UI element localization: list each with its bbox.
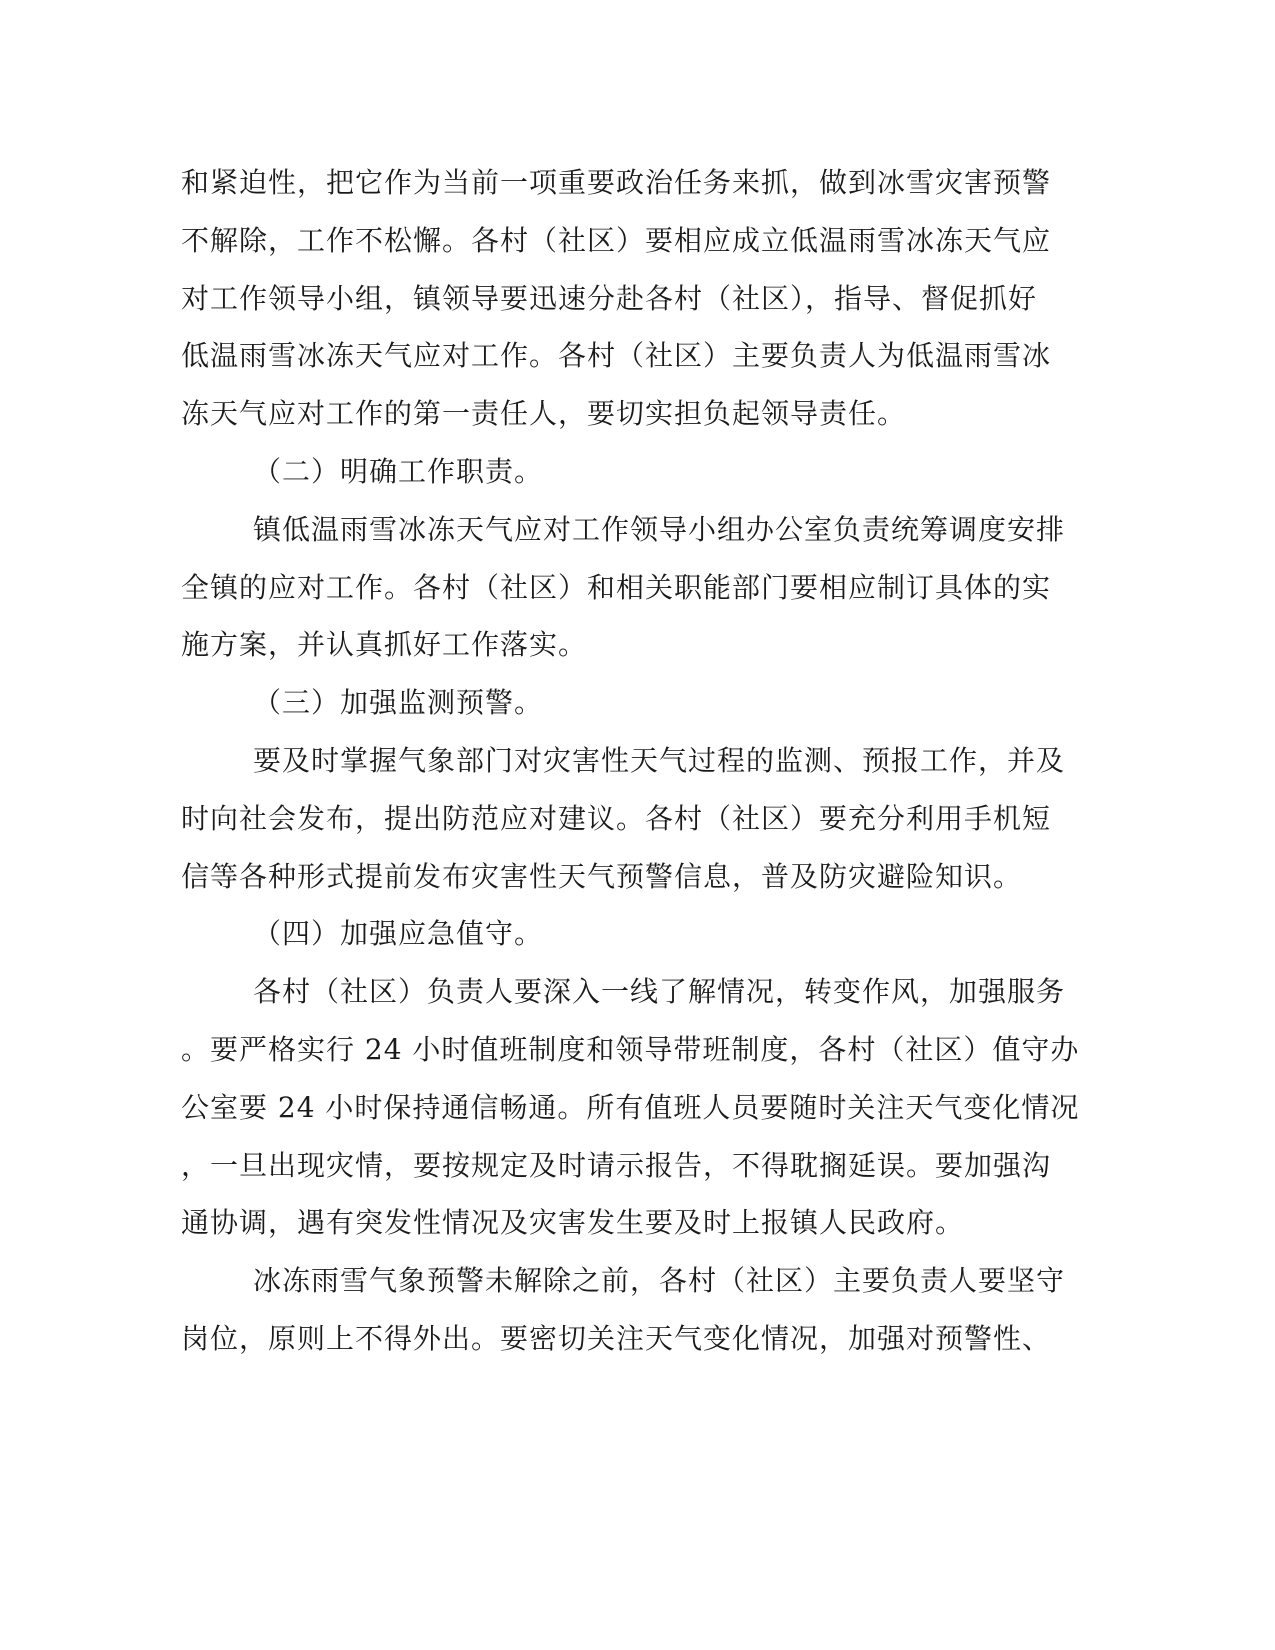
paragraph-start-line: 要及时掌握气象部门对灾害性天气过程的监测、预报工作，并及 <box>253 743 1066 777</box>
document-body <box>181 154 1080 1368</box>
text-line: 时向社会发布，提出防范应对建议。各村（社区）要充分利用手机短 <box>181 801 1052 835</box>
text-line: 公室要 24 小时保持通信畅通。所有值班人员要随时关注天气变化情况 <box>181 1090 1080 1124</box>
paragraph-start-line: 镇低温雨雪冰冻天气应对工作领导小组办公室负责统筹调度安排 <box>253 512 1066 546</box>
text-line: ，一旦出现灾情，要按规定及时请示报告，不得耽搁延误。要加强沟 <box>181 1148 1052 1182</box>
text-line: 岗位，原则上不得外出。要密切关注天气变化情况，加强对预警性、 <box>181 1321 1052 1355</box>
paragraph-start-line: 冰冻雨雪气象预警未解除之前，各村（社区）主要负责人要坚守 <box>253 1264 1066 1298</box>
text-line: 信等各种形式提前发布灾害性天气预警信息，普及防灾避险知识。 <box>181 859 1023 893</box>
text-line: 。要严格实行 24 小时值班制度和领导带班制度，各村（社区）值守办 <box>181 1032 1080 1066</box>
section-heading: （四）加强应急值守。 <box>253 917 544 951</box>
text-line: 冻天气应对工作的第一责任人，要切实担负起领导责任。 <box>181 397 907 431</box>
section-heading: （二）明确工作职责。 <box>253 454 544 488</box>
text-line: 通协调，遇有突发性情况及灾害发生要及时上报镇人民政府。 <box>181 1206 965 1240</box>
paragraph-start-line: 各村（社区）负责人要深入一线了解情况，转变作风，加强服务 <box>253 975 1066 1009</box>
text-line: 低温雨雪冰冻天气应对工作。各村（社区）主要负责人为低温雨雪冰 <box>181 339 1052 373</box>
text-line: 全镇的应对工作。各村（社区）和相关职能部门要相应制订具体的实 <box>181 570 1052 604</box>
text-line: 对工作领导小组，镇领导要迅速分赴各村（社区），指导、督促抓好 <box>181 281 1038 315</box>
text-line: 和紧迫性，把它作为当前一项重要政治任务来抓，做到冰雪灾害预警 <box>181 166 1052 199</box>
text-line: 不解除，工作不松懈。各村（社区）要相应成立低温雨雪冰冻天气应 <box>181 223 1052 257</box>
text-line: 施方案，并认真抓好工作落实。 <box>181 628 588 662</box>
section-heading: （三）加强监测预警。 <box>253 686 544 720</box>
